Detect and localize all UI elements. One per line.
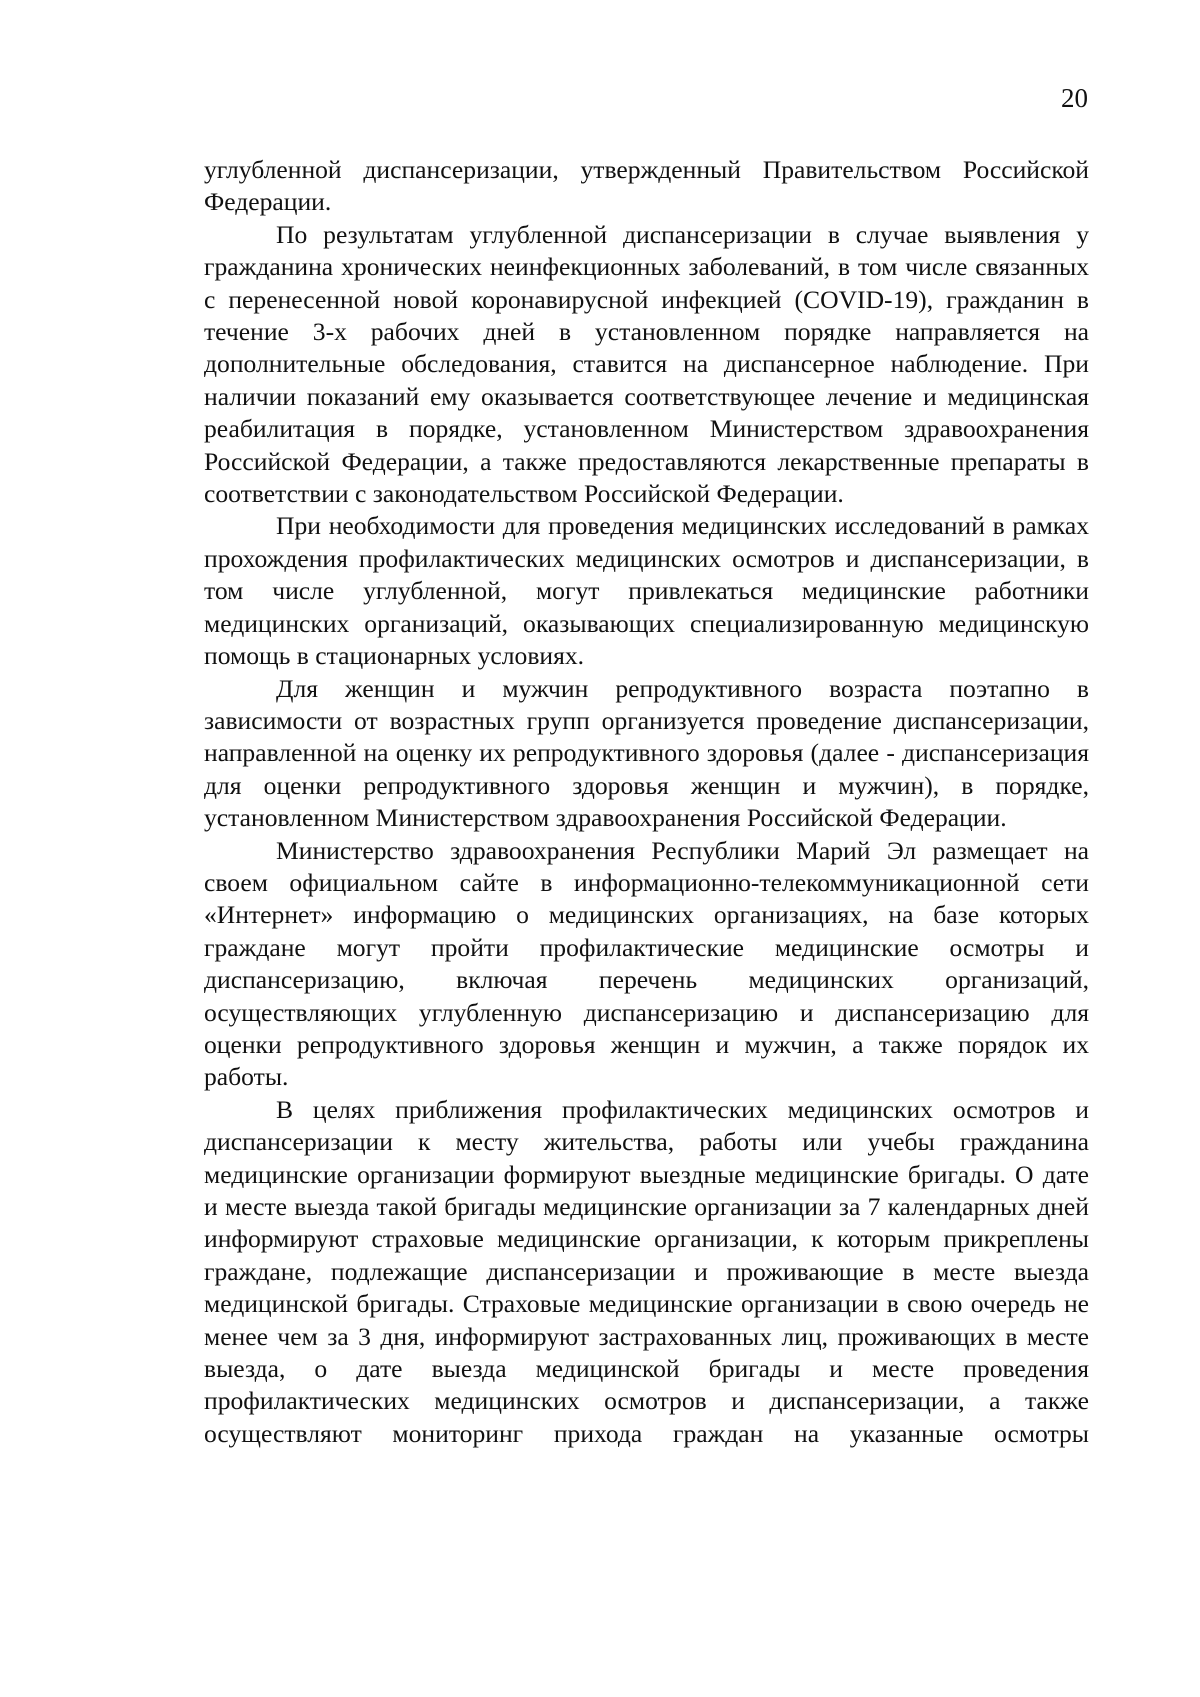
- paragraph-specialist-involvement: При необходимости для проведения медицинских исследований в рамках прохождения профилактических медицинских осмотров и диспансеризации, в том числе углубленной, могут привлекаться медицинские работники медицинских организаций, оказывающих специализированную медицинскую помощь в стационарных условиях.: [204, 511, 1089, 671]
- paragraph-in-depth-screening-results: По результатам углубленной диспансеризации в случае выявления у гражданина хронических неинфекционных заболеваний, в том числе связанных с перенесенной новой коронавирусной инфекцией (COVID-19), гражданин в течение 3-х рабочих дней в установленном порядке направляется на дополнительные обследования, ставится на диспансерное наблюдение. При наличии показаний ему оказывается соответствующее лечение и медицинская реабилитация в порядке, установленном Министерством здравоохранения Российской Федерации, а также предоставляются лекарственные препараты в соответствии с законодательством Российской Федерации.: [204, 219, 1089, 509]
- paragraph-mobile-medical-teams: В целях приближения профилактических медицинских осмотров и диспансеризации к месту жительства, работы или учебы гражданина медицинские организации формируют выездные медицинские бригады. О дате и месте выезда такой бригады медицинские организации за 7 календарных дней информируют страховые медицинские организации, к которым прикреплены граждане, подлежащие диспансеризации и проживающие в месте выезда медицинской бригады. Страховые медицинские организации в свою очередь не менее чем за 3 дня, информируют застрахованных лиц, проживающих в месте выезда, о дате выезда медицинской бригады и месте проведения профилактических медицинских осмотров и диспансеризации, а также осуществляют мониторинг прихода граждан на указанные осмотры: [204, 1094, 1089, 1448]
- paragraph-continuation: углубленной диспансеризации, утвержденный Правительством Российской Федерации.: [204, 155, 1089, 217]
- paragraph-reproductive-health-screening: Для женщин и мужчин репродуктивного возраста поэтапно в зависимости от возрастных групп организуется проведение диспансеризации, направленной на оценку их репродуктивного здоровья (далее - диспансеризация для оценки репродуктивного здоровья женщин и мужчин), в порядке, установленном Министерством здравоохранения Российской Федерации.: [204, 673, 1089, 833]
- page-number: 20: [1061, 83, 1088, 113]
- paragraph-ministry-website-information: Министерство здравоохранения Республики Марий Эл размещает на своем официальном сайте в информационно-телекоммуникационной сети «Интернет» информацию о медицинских организациях, на базе которых граждане могут пройти профилактические медицинские осмотры и диспансеризацию, включая перечень медицинских организаций, осуществляющих углубленную диспансеризацию и диспансеризацию для оценки репродуктивного здоровья женщин и мужчин, а также порядок их работы.: [204, 835, 1089, 1092]
- document-body: [204, 154, 1089, 1450]
